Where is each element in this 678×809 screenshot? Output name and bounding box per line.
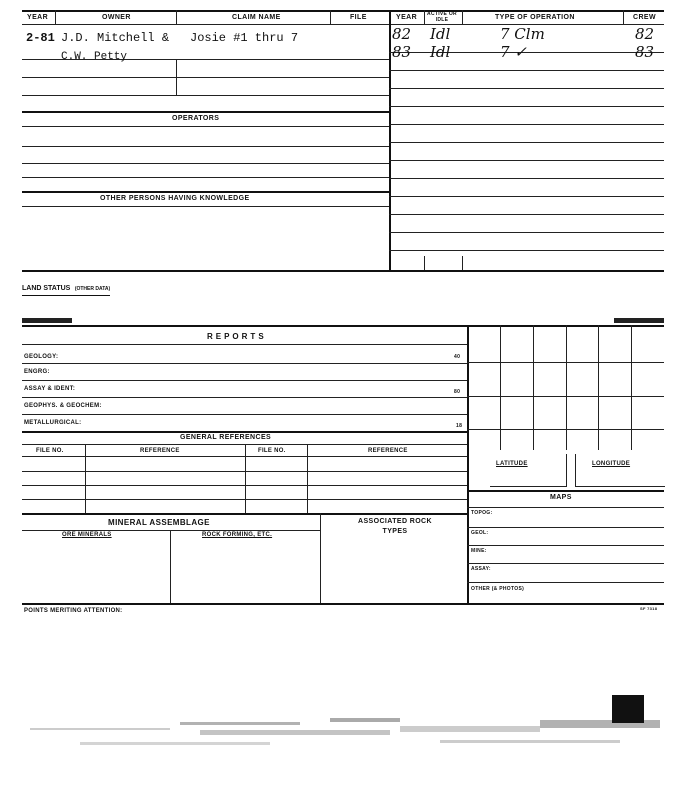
activity-year-2: 83 xyxy=(392,43,412,61)
claim-year: 2-81 xyxy=(26,31,55,45)
ref-reference-2: REFERENCE xyxy=(368,448,408,454)
header-type-of-operation: TYPE OF OPERATION xyxy=(495,14,575,21)
associated-rock-types-title: ASSOCIATED ROCK TYPES xyxy=(358,518,432,535)
map-assay: ASSAY: xyxy=(471,566,491,572)
header-activity-year: YEAR xyxy=(396,14,418,21)
header-active-or-idle: ACTIVE OR IDLE xyxy=(427,11,457,23)
report-geology: GEOLOGY: xyxy=(24,354,59,360)
points-meriting-attention: POINTS MERITING ATTENTION: xyxy=(24,608,123,614)
general-references-title: GENERAL REFERENCES xyxy=(180,434,272,441)
maps-title: MAPS xyxy=(550,494,572,501)
operators-title: OPERATORS xyxy=(172,115,220,122)
report-geophys: GEOPHYS. & GEOCHEM: xyxy=(24,403,102,409)
header-claim-name: CLAIM NAME xyxy=(232,14,281,21)
report-assay-code: 80 xyxy=(454,389,461,395)
ref-file-no-2: FILE NO. xyxy=(258,448,286,454)
map-mine: MINE: xyxy=(471,548,487,554)
activity-crew-2: 83 xyxy=(635,43,655,61)
land-status-subtitle: (OTHER DATA) xyxy=(74,286,111,292)
header-crew: CREW xyxy=(633,14,656,21)
land-status-label xyxy=(22,277,110,296)
longitude-label: LONGITUDE xyxy=(592,461,631,467)
map-geol: GEOL: xyxy=(471,530,489,536)
form-number: SF 7318 xyxy=(640,606,658,611)
ref-file-no-1: FILE NO. xyxy=(36,448,64,454)
black-square-mark xyxy=(612,695,644,723)
mineral-assemblage-title: MINERAL ASSEMBLAGE xyxy=(108,518,210,527)
rock-forming-header: ROCK FORMING, ETC. xyxy=(202,532,273,538)
ore-minerals-header: ORE MINERALS xyxy=(62,532,112,538)
other-persons-title: OTHER PERSONS HAVING KNOWLEDGE xyxy=(100,195,250,202)
activity-status-2: Idl xyxy=(430,43,451,61)
report-metallurgical: METALLURGICAL: xyxy=(24,420,82,426)
activity-crew-1: 82 xyxy=(635,25,655,43)
latitude-box xyxy=(490,454,567,487)
ref-reference-1: REFERENCE xyxy=(140,448,180,454)
header-file: FILE xyxy=(350,14,367,21)
land-status-bar-left xyxy=(22,318,72,323)
map-topog: TOPOG: xyxy=(471,510,493,516)
longitude-box xyxy=(575,454,665,487)
land-status-title: LAND STATUS xyxy=(22,285,71,292)
report-engrg: ENGRG: xyxy=(24,369,50,375)
activity-operation-1: 7 Clm xyxy=(500,25,545,43)
report-assay: ASSAY & IDENT: xyxy=(24,386,76,392)
claim-owner-line1: J.D. Mitchell & xyxy=(61,31,170,45)
header-owner: OWNER xyxy=(102,14,131,21)
reports-title: R E P O R T S xyxy=(207,332,265,341)
scan-noise-band xyxy=(0,690,678,770)
activity-status-1: Idl xyxy=(430,25,451,43)
latitude-label: LATITUDE xyxy=(496,461,528,467)
claim-owner-line2: C.W. Petty xyxy=(61,51,128,63)
header-year: YEAR xyxy=(27,14,49,21)
report-metallurgical-code: 18 xyxy=(456,423,463,429)
report-geology-code: 40 xyxy=(454,354,461,360)
claim-name-value: Josie #1 thru 7 xyxy=(190,31,299,45)
land-status-bar-right xyxy=(614,318,664,323)
activity-operation-2: 7 ✓ xyxy=(500,43,527,61)
map-other: OTHER (& PHOTOS) xyxy=(471,586,525,592)
activity-year-1: 82 xyxy=(392,25,412,43)
